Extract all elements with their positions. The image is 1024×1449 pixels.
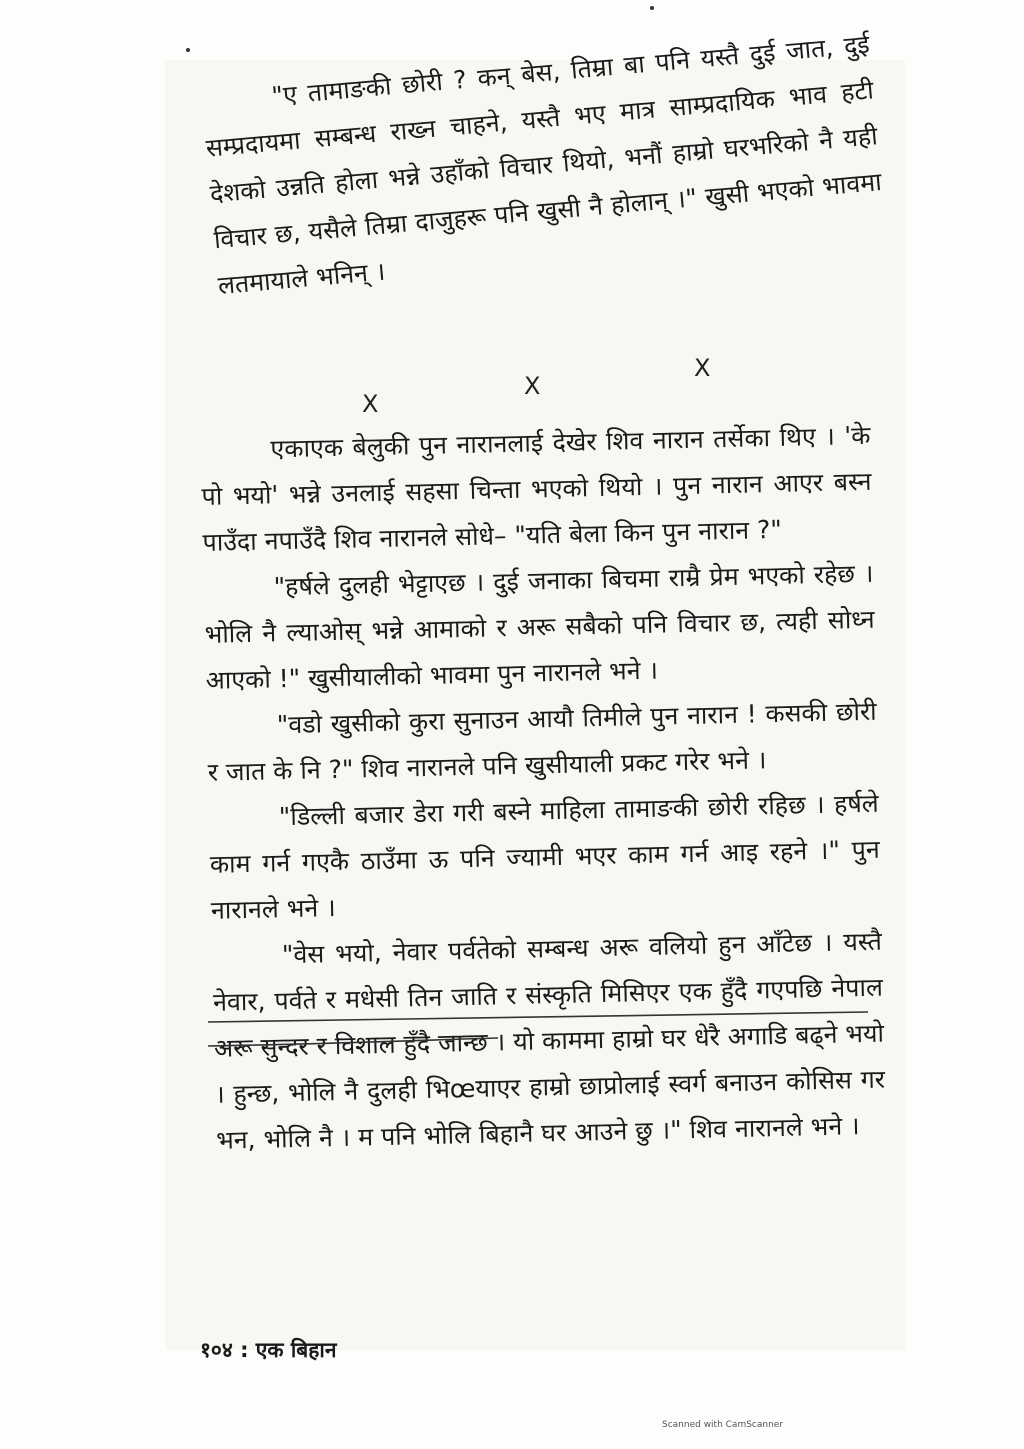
top-paragraph: "ए तामाङकी छोरी ? कन् बेस, तिम्रा बा पनि यस्तै दुई जात, दुई सम्प्रदायमा सम्बन्ध राख्न चाहने, यस्तै भए मात्र साम्प्रदायिक भाव हटी देशको उन्नति होला भन्ने उहाँको विचार थियो, भनौं हाम्रो घरभरिको नै यही विचार छ, यसैले तिम्रा दाजुहरू पनि खुसी नै होलान् ।" खुसी भएको भावमा लतमायाले भनिन् ।: [204, 29, 883, 301]
paragraph: "हर्षले दुलही भेट्टाएछ । दुई जनाका बिचमा राम्रै प्रेम भएको रहेछ । भोलि नै ल्याओस् भन्ने आमाको र अरू सबैको पनि विचार छ, त्यही सोध्न आएको !" खुसीयालीको भावमा पुन नारानले भने ।: [204, 558, 875, 695]
section-separator: X: [694, 354, 711, 382]
section-separator: X: [362, 390, 379, 418]
speck-mark: [186, 48, 190, 52]
section-separator: X: [524, 372, 541, 400]
paragraph: एकाएक बेलुकी पुन नारानलाई देखेर शिव नारान तर्सेका थिए । 'के पो भयो' भन्ने उनलाई सहसा चिन्ता भएको थियो । पुन नारान आएर बस्न पाउँदा नपाउँदै शिव नारानले सोधे– "यति बेला किन पुन नारान ?": [201, 420, 872, 557]
paragraph: "वडो खुसीको कुरा सुनाउन आयौ तिमीले पुन नारान ! कसकी छोरी र जात के नि ?" शिव नारानले पनि खुसीयाली प्रकट गरेर भने ।: [207, 696, 877, 787]
main-text-block: [200, 413, 887, 1164]
paragraph: "डिल्ली बजार डेरा गरी बस्ने माहिला तामाङकी छोरी रहिछ । हर्षले काम गर्न गएकै ठाउँमा ऊ पनि ज्यामी भएर काम गर्न आइ रहने ।" पुन नारानले भने ।: [209, 788, 881, 925]
speck-mark: [650, 6, 654, 10]
scanner-watermark: Scanned with CamScanner: [662, 1420, 784, 1430]
page-footer: १०४ : एक बिहान: [200, 1338, 337, 1362]
paragraph: "वेस भयो, नेवार पर्वतेको सम्बन्ध अरू वलियो हुन आँटेछ । यस्तै नेवार, पर्वते र मधेसी तिन जाति र संस्कृति मिसिएर एक हुँदै गएपछि नेपाल अरू सुन्दर र विशाल हुँदै जान्छ । यो काममा हाम्रो घर धेरै अगाडि बढ्ने भयो । हुन्छ, भोलि नै दुलही भिœयाएर हाम्रो छाप्रोलाई स्वर्ग बनाउन कोसिस गर भन, भोलि नै । म पनि भोलि बिहानै घर आउने छु ।" शिव नारानले भने ।: [212, 926, 886, 1155]
